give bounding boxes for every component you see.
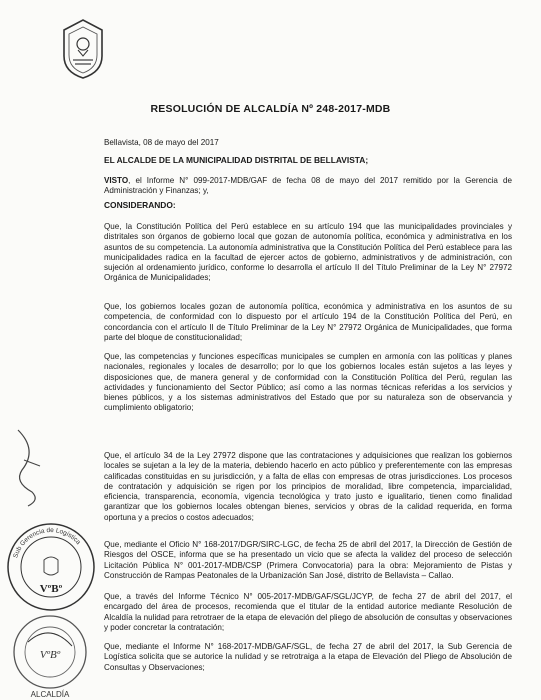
municipal-coat-of-arms-logo [58, 18, 108, 80]
svg-text:Sub Gerencia de Logística [12, 527, 82, 559]
visto-paragraph [104, 176, 512, 197]
stamp-arc-text: Sub Gerencia de Logística [12, 526, 82, 559]
paragraph-5: Que, mediante el Oficio N° 168-2017/DGR/SIRC-LGC, de fecha 25 de abril del 2017, la Dirección de Gestión de Riesgos del OSCE, informa que se ha presentado un vicio que se afecta la validez del proceso de selección Licitación Pública N° 001-2017-MDB/CSP (Primera Convocatoria) para la obra: Mejoramiento de Pistas y Construcción de Rampas Peatonales de la Urbanización San José, distrito de Bellavista – Callao. [104, 540, 512, 580]
sub-gerencia-logistica-stamp [4, 520, 98, 614]
visto-label: VISTO [104, 176, 129, 185]
date-line: Bellavista, 08 de mayo del 2017 [104, 138, 219, 147]
paragraph-6: Que, a través del Informe Técnico N° 005-2017-MDB/GAF/SGL/JCYP, de fecha 27 de abril del 2017, el encargado del área de procesos, recomienda que el titular de la entidad autorice mediante Resolución de Alcaldía la nulidad para retrotraer de la etapa de elevación del pliego de absolución de consultas y observaciones y poder concretar la contratación; [104, 592, 512, 632]
alcaldia-seal-text: VºBº [39, 649, 61, 661]
paragraph-3: Que, las competencias y funciones específicas municipales se cumplen en armonía con las políticas y planes nacionales, regionales y locales de desarrollo; por lo que los gobiernos locales están sujetos a las leyes y disposiciones que, de manera general y de conformidad con la Constitución Política del Perú, regulan las actividades y funcionamiento del Sector Público; así como a las normas técnicas referidas a los servicios y bienes públicos, y a los sistemas administrativos del Estado que por su naturaleza son de observancia y cumplimiento obligatorio; [104, 352, 512, 413]
handwritten-initials [10, 420, 50, 510]
paragraph-1: Que, la Constitución Política del Perú establece en su artículo 194 que las municipalidades provinciales y distritales son órganos de gobierno local que gozan de autonomía política, económica y administrativa en los asuntos de su competencia. La autonomía administrativa que la Constitución Política del Perú establece para las municipalidades radica en la facultad de ejercer actos de gobierno, administrativos y de administración, con sujeción al ordenamiento jurídico, conforme lo desarrolla el artículo II del Título Preliminar de la Ley N° 27972 Orgánica de Municipalidades; [104, 222, 512, 283]
considerando-heading: CONSIDERANDO: [104, 200, 176, 210]
issuer-header: EL ALCALDE DE LA MUNICIPALIDAD DISTRITAL DE BELLAVISTA; [104, 155, 369, 165]
visto-text: , el Informe N° 099-2017-MDB/GAF de fecha 08 de mayo del 2017 remitido por la Gerencia de Administración y Finanzas; y, [104, 176, 512, 196]
paragraph-7: Que, mediante el Informe N° 168-2017-MDB/GAF/SGL, de fecha 27 de abril del 2017, la Sub Gerencia de Logística solicita que se autorice la nulidad y se retrotraiga a la etapa de Elevación del Pliego de Absolución de Consultas y Observaciones; [104, 642, 512, 672]
alcaldia-caption: ALCALDÍA [30, 690, 70, 699]
resolution-title: RESOLUCIÓN DE ALCALDÍA Nº 248-2017-MDB [150, 103, 391, 115]
paragraph-2: Que, los gobiernos locales gozan de autonomía política, económica y administrativa en los asuntos de su competencia, de conformidad con lo dispuesto por el artículo 194 de la Constitución Política del Perú, en concordancia con el artículo II de Título Preliminar de la Ley N° 27972 Orgánica de Municipalidades, que forma parte del bloque de constitucionalidad; [104, 302, 512, 342]
stamp-seal-text: VºBº [39, 583, 63, 595]
alcaldia-stamp [10, 612, 90, 700]
paragraph-4: Que, el artículo 34 de la Ley 27972 dispone que las contrataciones y adquisiciones que realizan los gobiernos locales se sujetan a la ley de la materia, debiendo hacerlo en acto público y preferentemente con las empresas calificadas constituidas en su jurisdicción, y a falta de ellas con empresas de otras jurisdicciones. Los procesos de contratación y adquisición se rigen por los principios de moralidad, libre competencia, imparcialidad, eficiencia, transparencia, economía, vigencia tecnológica y trato justo e igualitario, tienen como finalidad garantizar que los gobiernos locales obtengan bienes, servicios y obras de la calidad requerida, en forma oportuna y a precios o costos adecuados; [104, 451, 512, 522]
